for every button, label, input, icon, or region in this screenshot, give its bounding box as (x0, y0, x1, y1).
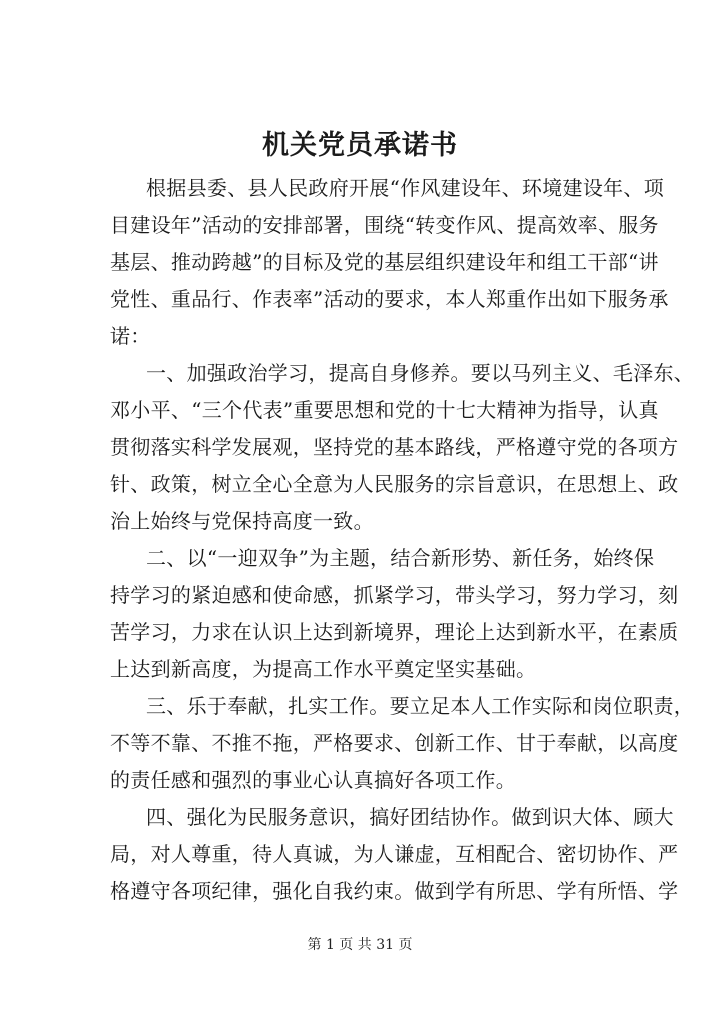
body-text-line: 不等不靠、不推不拖，严格要求、创新工作、甘于奉献，以高度 (110, 731, 679, 755)
body-text-line: 格遵守各项纪律，强化自我约束。做到学有所思、学有所悟、学 (110, 879, 679, 903)
body-text-line: 四、强化为民服务意识，搞好团结协作。做到识大体、顾大 (146, 805, 674, 829)
body-text-line: 目建设年”活动的安排部署，围绕“转变作风、提高效率、服务 (110, 213, 659, 237)
body-text-line: 局，对人尊重，待人真诚，为人谦虚，互相配合、密切协作、严 (110, 842, 679, 866)
body-text-line: 邓小平、“三个代表”重要思想和党的十七大精神为指导，认真 (110, 398, 659, 422)
body-text-line: 党性、重品行、作表率”活动的要求，本人郑重作出如下服务承 (110, 287, 669, 311)
body-text-line: 三、乐于奉献，扎实工作。要立足本人工作实际和岗位职责， (146, 694, 695, 718)
body-text-line: 基层、推动跨越”的目标及党的基层组织建设年和组工干部“讲 (110, 250, 659, 274)
body-text-line: 治上始终与党保持高度一致。 (110, 509, 374, 533)
body-text-line: 贯彻落实科学发展观，坚持党的基本路线，严格遵守党的各项方 (110, 435, 679, 459)
document-title: 机关党员承诺书 (262, 130, 458, 161)
body-text-line: 一、加强政治学习，提高自身修养。要以马列主义、毛泽东、 (146, 361, 695, 385)
body-text-line: 诺： (110, 324, 151, 348)
document-body (110, 170, 695, 910)
body-text-line: 根据县委、县人民政府开展“作风建设年、环境建设年、项 (146, 176, 665, 200)
body-text-line: 苦学习，力求在认识上达到新境界，理论上达到新水平，在素质 (110, 620, 679, 644)
body-text-line: 的责任感和强烈的事业心认真搞好各项工作。 (110, 768, 516, 792)
body-text-line: 针、政策，树立全心全意为人民服务的宗旨意识，在思想上、政 (110, 472, 679, 496)
body-text-line: 持学习的紧迫感和使命感，抓紧学习，带头学习，努力学习，刻 (110, 583, 679, 607)
body-text-line: 上达到新高度，为提高工作水平奠定坚实基础。 (110, 657, 537, 681)
page-number-footer: 第 1 页 共 31 页 (307, 937, 413, 953)
body-text-line: 二、以“一迎双争”为主题，结合新形势、新任务，始终保 (146, 546, 655, 570)
